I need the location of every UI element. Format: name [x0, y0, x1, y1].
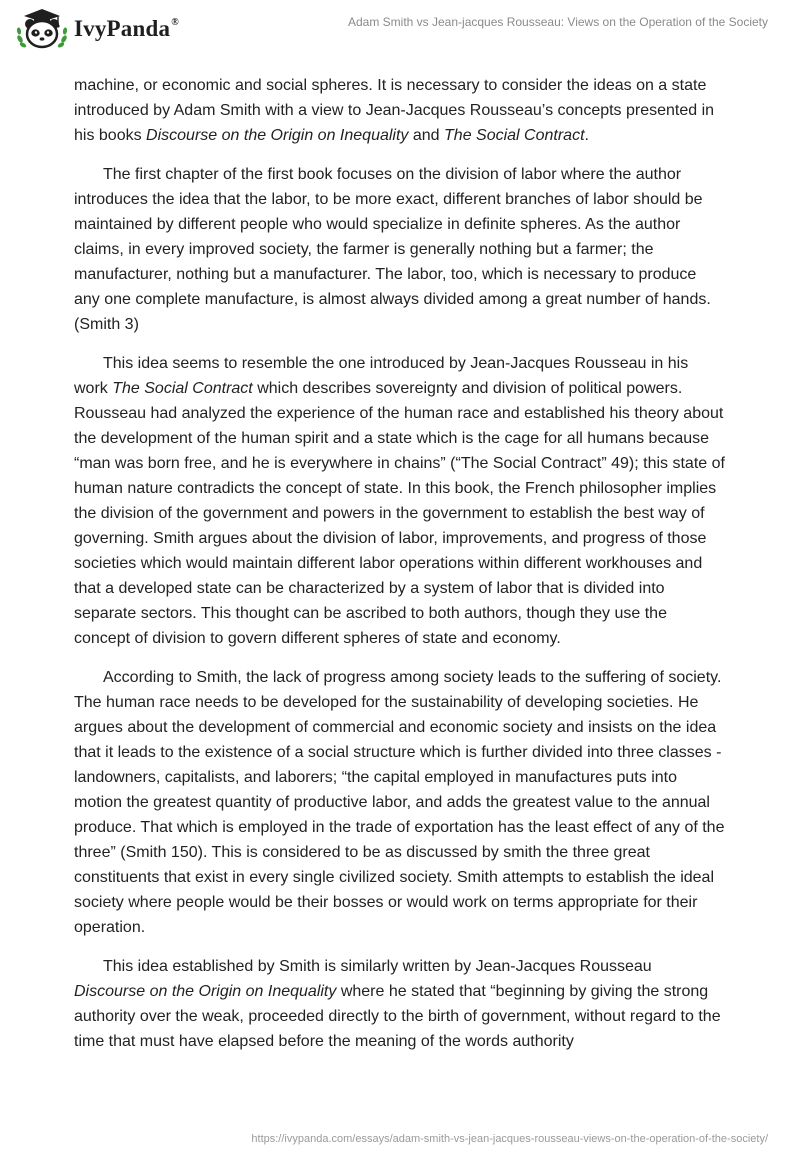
document-title: Adam Smith vs Jean-jacques Rousseau: Views on the Operation of the Society	[347, 15, 768, 29]
registered-mark: ®	[171, 17, 179, 28]
paragraph: According to Smith, the lack of progress among society leads to the suffering of society. The human race needs to be developed for the sustainability of developing societies. He argues about the development of commercial and economic society and insists on the idea that it leads to the existence of a social structure which is further divided into three classes - landowners, capitalists, and laborers; “the capital employed in manufactures puts into motion the greatest quantity of productive labor, and adds the greatest value to the annual produce. That which is employed in the trade of exportation has the least effect of any of the three” (Smith 150). This is considered to be as discussed by smith the three great constituents that exist in every single civilized society. Smith attempts to establish the ideal society where people would be their bosses or would work on terms appropriate for their operation.	[74, 669, 725, 936]
paragraph: This idea seems to resemble the one introduced by Jean-Jacques Rousseau in his work The Social Contract which describes sovereignty and division of political powers. Rousseau had analyzed the experience of the human race and established his theory about the development of the human spirit and a state which is the cage for all humans because “man was born free, and he is everywhere in chains” (“The Social Contract” 49); this state of human nature contradicts the concept of state. In this book, the French philosopher implies the division of the government and powers in the government to establish the best way of governing. Smith argues about the division of labor, improvements, and progress of those societies which would maintain different labor operations within different workhouses and that a developed state can be characterized by a system of labor that is divided into separate sectors. This thought can be ascribed to both authors, though they use the concept of division to govern different spheres of state and economy.	[74, 355, 725, 647]
book-title: Discourse on the Origin on Inequality	[146, 127, 409, 144]
ivypanda-logo[interactable]	[14, 7, 179, 51]
paragraph: The first chapter of the first book focuses on the division of labor where the author introduces the idea that the labor, to be more exact, different branches of labor should be maintained by different people who would specialize in definite spheres. As the author claims, in every improved society, the farmer is generally nothing but a farmer; the manufacturer, nothing but a manufacturer. The labor, too, which is necessary to produce any one complete manufacture, is almost always divided among a great number of hands. (Smith 3)	[74, 166, 711, 333]
book-title: The Social Contract	[444, 127, 585, 144]
page-header	[0, 0, 800, 60]
paragraph: This idea established by Smith is similarly written by Jean-Jacques Rousseau Discourse on the Origin on Inequality where he stated that “beginning by giving the strong authority over the weak, proceeded directly to the birth of government, without regard to the time that must have elapsed before the meaning of the words authority	[74, 958, 721, 1050]
book-title: The Social Contract	[112, 380, 253, 397]
source-url[interactable]: https://ivypanda.com/essays/adam-smith-vs-jean-jacques-rousseau-views-on-the-operation-of-the-society/	[251, 1133, 768, 1145]
brand-name: IvyPanda®	[74, 16, 179, 41]
paragraph: machine, or economic and social spheres. It is necessary to consider the ideas on a state introduced by Adam Smith with a view to Jean-Jacques Rousseau’s concepts presented in his books Discourse on the Origin on Inequality and The Social Contract.	[74, 77, 715, 144]
essay-body	[74, 73, 726, 1068]
panda-graduate-icon	[14, 7, 70, 51]
book-title: Discourse on the Origin on Inequality	[74, 983, 337, 1000]
